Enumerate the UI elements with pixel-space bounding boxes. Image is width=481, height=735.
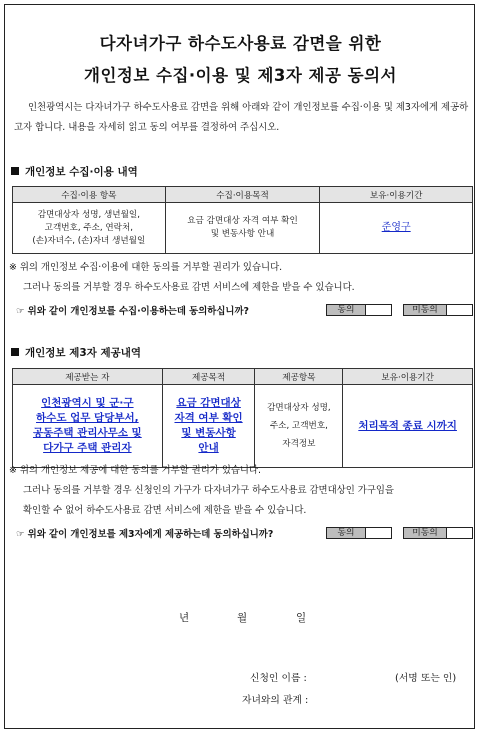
relation-label: 자녀와의 관계 :: [242, 695, 309, 706]
section2-question: ☞ 위와 같이 개인정보를 제3자에게 제공하는데 동의하십니까?: [16, 529, 274, 540]
collection-header-purpose: 수집·이용목적: [165, 187, 320, 203]
section2-notice-line1: ※ 위의 개인정보 제공에 대한 동의를 거부할 권리가 있습니다.: [9, 465, 262, 476]
third-recipient-line: 다가구 주택 관리자: [43, 442, 132, 454]
third-items-line: 자격정보: [282, 439, 316, 449]
intro-paragraph: 인천광역시는 다자녀가구 하수도사용료 감면을 위해 아래와 같이 개인정보를 수집·이용 및 제3자에게 제공하고자 합니다. 내용을 자세히 읽고 동의 여부를 결정하여 주십시오.: [14, 102, 469, 133]
third-header-items: 제공항목: [255, 369, 343, 385]
third-purpose-line: 안내: [198, 442, 219, 454]
third-party-table: [12, 368, 473, 468]
section2-heading: [11, 345, 141, 360]
disagree-check-area[interactable]: [446, 528, 472, 538]
section1-heading-text: 개인정보 수집·이용 내역: [25, 166, 138, 178]
collection-purpose-line: 및 변동사항 안내: [210, 229, 275, 239]
section2-notice-line3: 확인할 수 없어 하수도사용료 감면 서비스에 제한을 받을 수 있습니다.: [23, 505, 307, 516]
document-title-line1: 다자녀가구 하수도사용료 감면을 위한: [99, 34, 382, 53]
collection-items-line: 고객번호, 주소, 연락처,: [44, 222, 134, 233]
collection-table: [12, 186, 473, 254]
section1-disagree-checkbox[interactable]: [403, 304, 473, 316]
section2-agree-checkbox[interactable]: [326, 527, 392, 539]
collection-items-cell: [13, 203, 166, 254]
third-purpose-line: 및 변동사항: [181, 427, 236, 439]
disagree-check-area[interactable]: [446, 305, 472, 315]
collection-purpose-line: 요금 감면대상 자격 여부 확인: [187, 216, 298, 226]
third-purpose-cell: [162, 385, 255, 468]
third-items-line: 감면대상자 성명,: [267, 403, 331, 413]
section1-question: ☞ 위와 같이 개인정보를 수집·이용하는데 동의하십니까?: [16, 306, 249, 317]
third-items-line: 주소, 고객번호,: [269, 421, 328, 431]
section1-heading: [11, 164, 138, 179]
square-bullet-icon: [11, 167, 19, 175]
square-bullet-icon: [11, 348, 19, 356]
third-recipient-line: 하수도 업무 담당부서,: [36, 412, 139, 424]
third-purpose-line: 자격 여부 확인: [174, 412, 243, 424]
third-recipient-cell: [13, 385, 163, 468]
section2-notice-line2: 그러나 동의를 거부할 경우 신청인의 가구가 다자녀가구 하수도사용료 감면대상인 가구임을: [23, 485, 394, 496]
collection-purpose-cell: [165, 203, 320, 254]
date-year-label: 년: [179, 612, 190, 624]
applicant-name-label: 신청인 이름 :: [250, 673, 307, 684]
third-period-text: 처리목적 종료 시까지: [358, 419, 457, 432]
third-purpose-line: 요금 감면대상: [176, 397, 241, 409]
third-period-cell: [343, 385, 473, 468]
section1-notice: [9, 258, 355, 298]
section1-notice-line1: ※ 위의 개인정보 수집·이용에 대한 동의를 거부할 권리가 있습니다.: [9, 262, 283, 273]
agree-check-area[interactable]: [365, 528, 391, 538]
third-header-purpose: 제공목적: [162, 369, 255, 385]
third-header-recipient: 제공받는 자: [13, 369, 163, 385]
agree-label: 동의: [327, 305, 365, 315]
date-month-label: 월: [237, 612, 248, 624]
document-title-line2: 개인정보 수집·이용 및 제3자 제공 동의서: [84, 66, 397, 85]
section1-agree-checkbox[interactable]: [326, 304, 392, 316]
collection-period-cell: [320, 203, 473, 254]
collection-header-items: 수집·이용 항목: [13, 187, 166, 203]
section1-notice-line2: 그러나 동의를 거부할 경우 하수도사용료 감면 서비스에 제한을 받을 수 있습니다.: [23, 282, 355, 293]
date-day-label: 일: [296, 612, 307, 624]
third-header-period: 보유·이용기간: [343, 369, 473, 385]
agree-label: 동의: [327, 528, 365, 538]
collection-header-period: 보유·이용기간: [320, 187, 473, 203]
collection-period-text: 준영구: [381, 222, 411, 233]
collection-items-line: (손)자녀수, (손)자녀 생년월일: [32, 235, 146, 246]
sign-or-seal-hint: (서명 또는 인): [395, 673, 457, 684]
disagree-label: 미동의: [404, 528, 446, 538]
agree-check-area[interactable]: [365, 305, 391, 315]
section2-heading-text: 개인정보 제3자 제공내역: [25, 347, 142, 359]
disagree-label: 미동의: [404, 305, 446, 315]
third-recipient-line: 인천광역시 및 군·구: [41, 397, 134, 409]
third-items-cell: [255, 385, 343, 468]
collection-items-line: 감면대상자 성명, 생년월일,: [37, 209, 140, 220]
section2-disagree-checkbox[interactable]: [403, 527, 473, 539]
third-recipient-line: 공동주택 관리사무소 및: [32, 427, 142, 439]
section2-notice: [9, 461, 394, 521]
